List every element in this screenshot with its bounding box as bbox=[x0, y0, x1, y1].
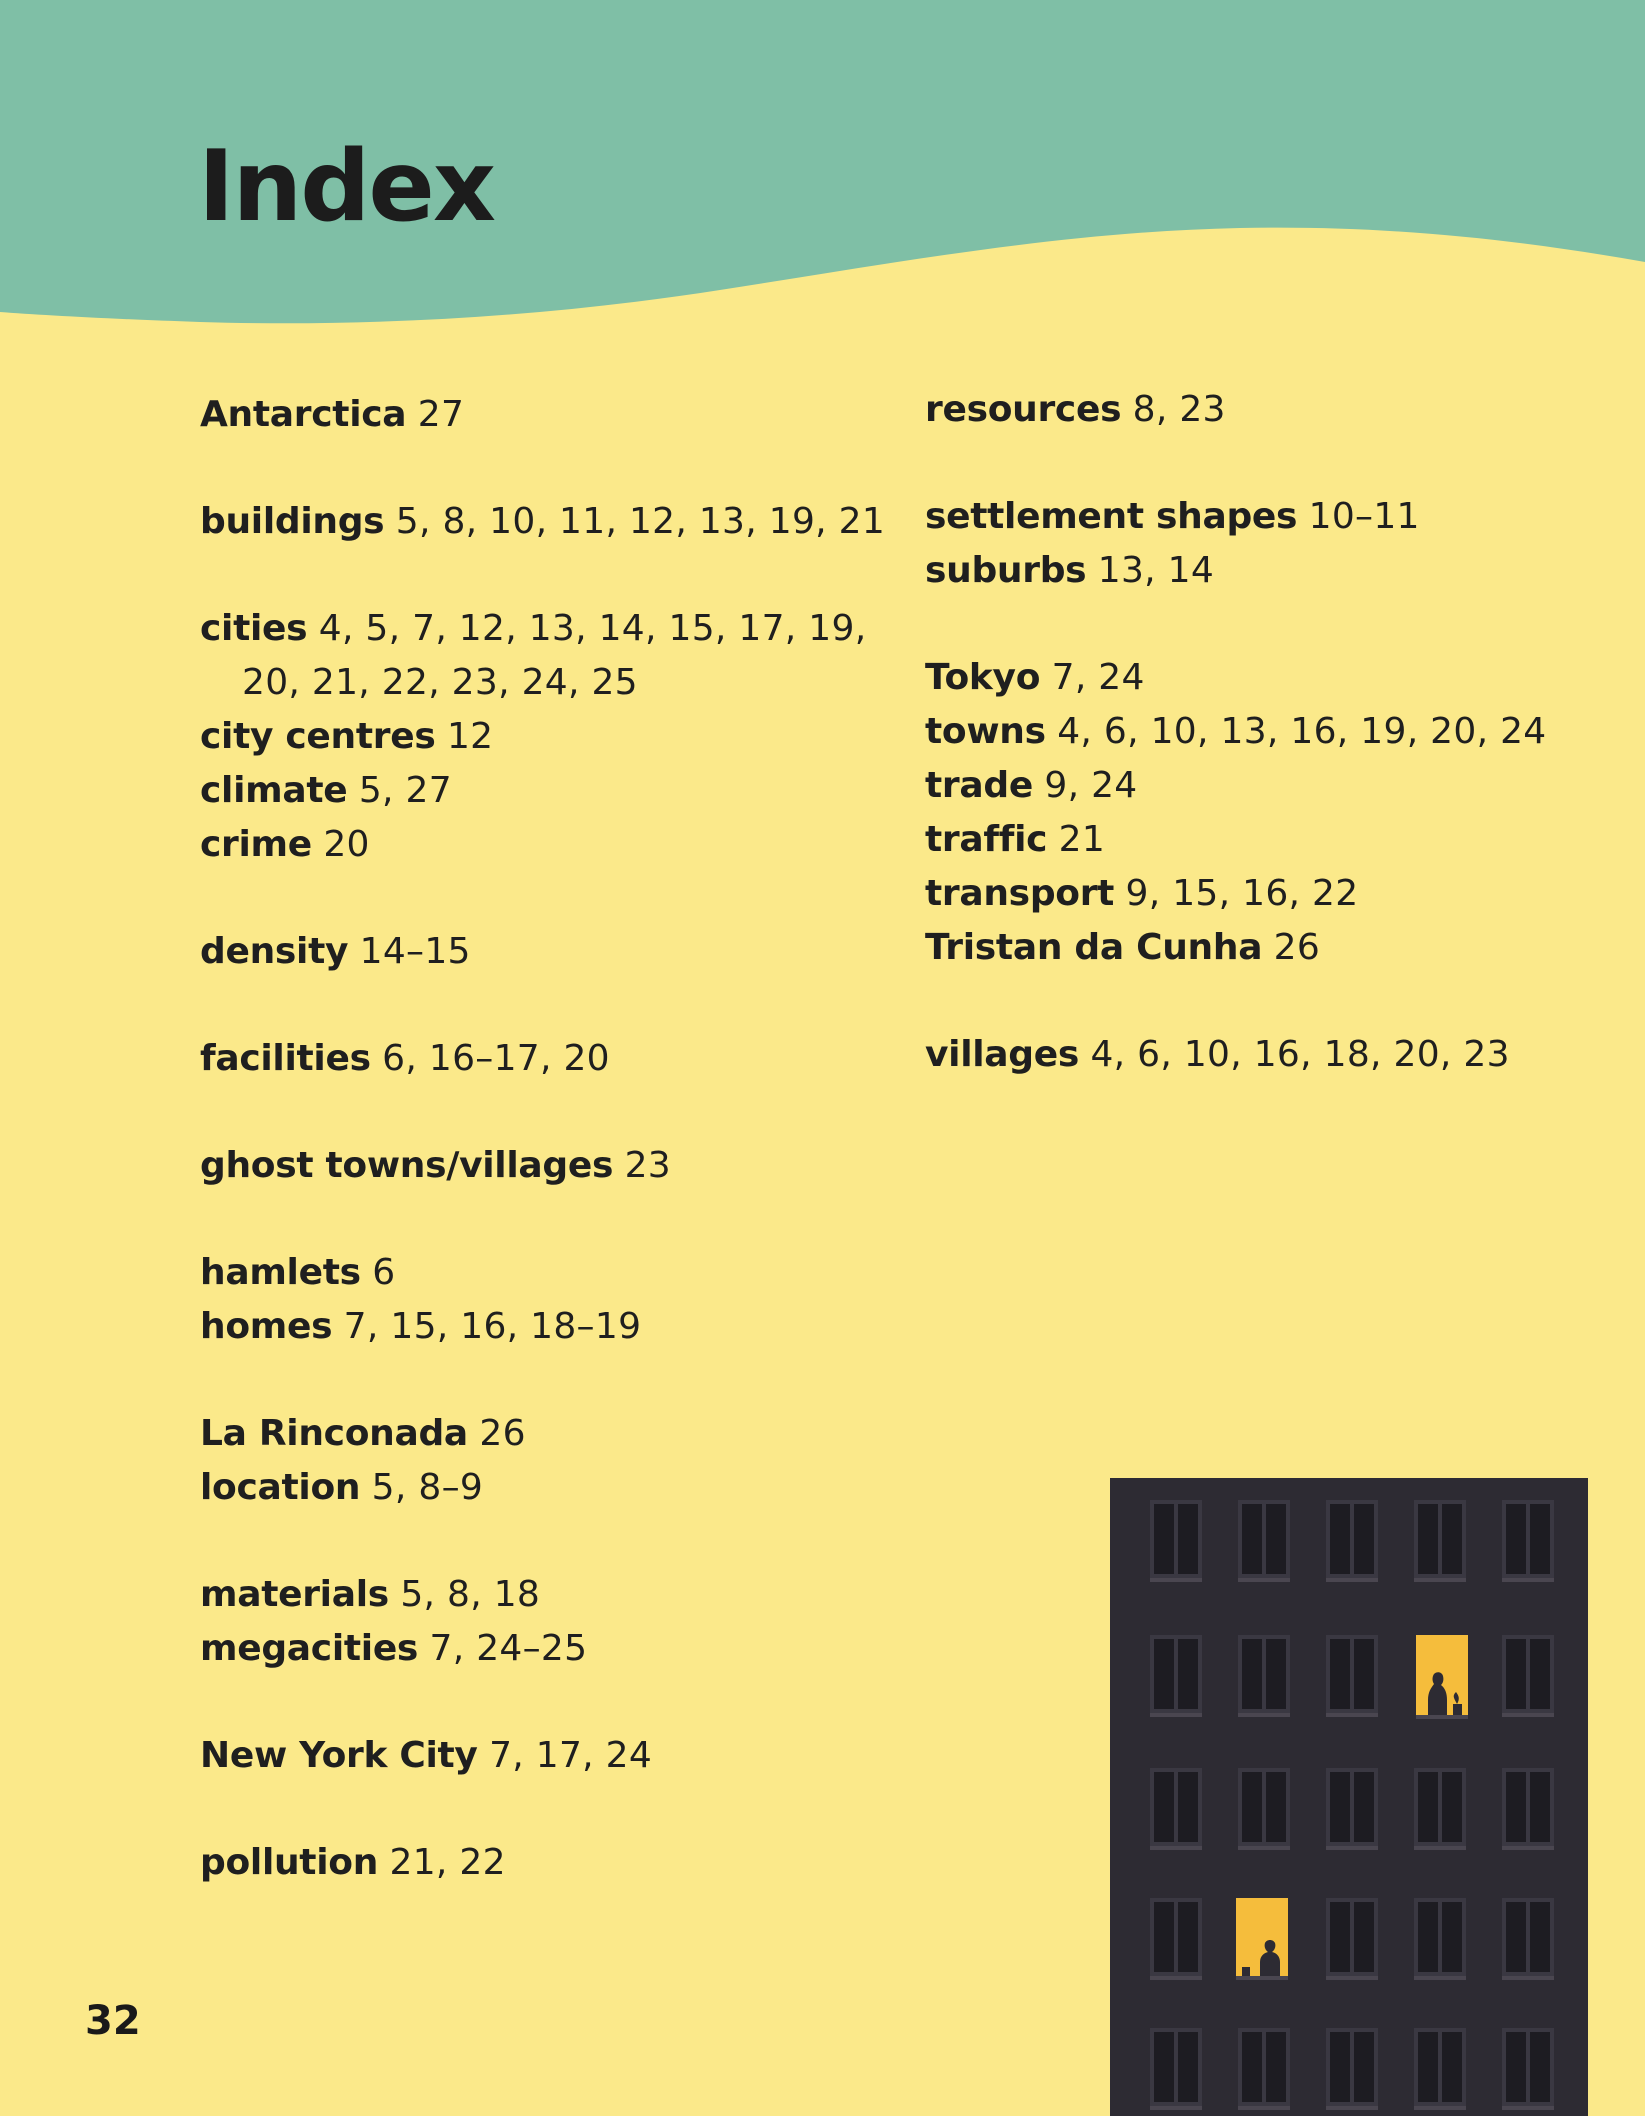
page-number: 32 bbox=[85, 1998, 141, 2044]
window-pane bbox=[1154, 1902, 1174, 1972]
window-pane bbox=[1530, 2032, 1550, 2102]
window-pane bbox=[1154, 1772, 1174, 1842]
index-pages: 4, 6, 10, 13, 16, 19, 20, 24 bbox=[1057, 711, 1547, 752]
index-pages: 12 bbox=[446, 716, 494, 757]
window-pane bbox=[1330, 2032, 1350, 2102]
index-entry bbox=[925, 813, 1565, 867]
index-term: cities bbox=[200, 608, 308, 649]
window-sill bbox=[1326, 1713, 1378, 1717]
index-pages: 7, 24–25 bbox=[429, 1628, 588, 1669]
index-term: suburbs bbox=[925, 550, 1087, 591]
index-pages: 9, 24 bbox=[1044, 765, 1138, 806]
index-entry bbox=[925, 867, 1565, 921]
index-entry bbox=[925, 490, 1565, 544]
window-pane bbox=[1530, 1504, 1550, 1574]
index-pages: 4, 6, 10, 16, 18, 20, 23 bbox=[1090, 1034, 1510, 1075]
window-sill bbox=[1414, 1976, 1466, 1980]
window-sill bbox=[1414, 1846, 1466, 1850]
index-entry bbox=[200, 764, 900, 818]
index-entry bbox=[200, 818, 900, 872]
index-term: homes bbox=[200, 1306, 333, 1347]
index-term: pollution bbox=[200, 1842, 379, 1883]
index-term: materials bbox=[200, 1574, 389, 1615]
window-pane bbox=[1178, 1772, 1198, 1842]
window-pane bbox=[1530, 1639, 1550, 1709]
index-entry bbox=[200, 602, 900, 710]
window-pane bbox=[1442, 2032, 1462, 2102]
window-pane bbox=[1178, 2032, 1198, 2102]
window-sill bbox=[1150, 1578, 1202, 1582]
index-entry bbox=[200, 1139, 900, 1193]
window-sill bbox=[1326, 2106, 1378, 2110]
index-pages: 6 bbox=[372, 1252, 396, 1293]
window-pane bbox=[1442, 1504, 1462, 1574]
index-term: location bbox=[200, 1467, 361, 1508]
window-pane bbox=[1330, 1772, 1350, 1842]
index-pages: 5, 8, 18 bbox=[400, 1574, 541, 1615]
window-pane bbox=[1418, 1504, 1438, 1574]
index-term: resources bbox=[925, 389, 1122, 430]
window-pane bbox=[1178, 1902, 1198, 1972]
window-sill bbox=[1502, 1976, 1554, 1980]
window-sill bbox=[1502, 1713, 1554, 1717]
window-sill bbox=[1502, 1578, 1554, 1582]
index-entry bbox=[200, 1300, 900, 1354]
window-sill bbox=[1414, 1578, 1466, 1582]
index-term: New York City bbox=[200, 1735, 478, 1776]
index-term: Antarctica bbox=[200, 394, 407, 435]
window-pane bbox=[1354, 1902, 1374, 1972]
window-pane bbox=[1418, 1902, 1438, 1972]
index-entry bbox=[925, 1028, 1565, 1082]
index-term: La Rinconada bbox=[200, 1413, 468, 1454]
index-pages: 7, 17, 24 bbox=[489, 1735, 653, 1776]
index-term: settlement shapes bbox=[925, 496, 1298, 537]
window-sill bbox=[1238, 1846, 1290, 1850]
window-pane bbox=[1330, 1902, 1350, 1972]
window-pane bbox=[1154, 1504, 1174, 1574]
index-term: villages bbox=[925, 1034, 1079, 1075]
index-term: ghost towns/villages bbox=[200, 1145, 614, 1186]
index-entry bbox=[200, 925, 900, 979]
window-pane bbox=[1242, 1772, 1262, 1842]
index-entry bbox=[925, 651, 1565, 705]
index-entry bbox=[925, 383, 1565, 437]
index-pages: 5, 8, 10, 11, 12, 13, 19, 21 bbox=[395, 501, 886, 542]
index-pages: 21 bbox=[1058, 819, 1106, 860]
index-entry bbox=[925, 705, 1565, 759]
index-entry bbox=[200, 1246, 900, 1300]
window-pane bbox=[1354, 1504, 1374, 1574]
index-pages: 14–15 bbox=[359, 931, 471, 972]
window-pane bbox=[1242, 2032, 1262, 2102]
index-pages: 13, 14 bbox=[1097, 550, 1215, 591]
index-pages: 10–11 bbox=[1308, 496, 1420, 537]
window-pane bbox=[1442, 1772, 1462, 1842]
index-pages: 5, 27 bbox=[358, 770, 452, 811]
index-term: transport bbox=[925, 873, 1115, 914]
index-pages: 23 bbox=[624, 1145, 671, 1186]
window-pane bbox=[1418, 2032, 1438, 2102]
window-pane bbox=[1506, 1902, 1526, 1972]
window-pane bbox=[1154, 1639, 1174, 1709]
window-pane bbox=[1506, 2032, 1526, 2102]
index-column-right bbox=[925, 383, 1565, 1082]
index-term: climate bbox=[200, 770, 348, 811]
index-term: density bbox=[200, 931, 349, 972]
window-pane bbox=[1418, 1772, 1438, 1842]
window-sill bbox=[1502, 2106, 1554, 2110]
index-entry bbox=[925, 544, 1565, 598]
index-pages: 20 bbox=[323, 824, 370, 865]
window-sill bbox=[1150, 1713, 1202, 1717]
window-pane bbox=[1330, 1504, 1350, 1574]
window-sill bbox=[1238, 2106, 1290, 2110]
index-entry bbox=[200, 495, 900, 549]
index-pages: 26 bbox=[479, 1413, 526, 1454]
window-pane bbox=[1242, 1504, 1262, 1574]
window-pane bbox=[1442, 1902, 1462, 1972]
index-entry bbox=[200, 1461, 900, 1515]
index-pages: 5, 8–9 bbox=[371, 1467, 484, 1508]
window-pane bbox=[1354, 2032, 1374, 2102]
index-pages: 7, 24 bbox=[1051, 657, 1145, 698]
index-entry bbox=[925, 921, 1565, 975]
index-pages: 4, 5, 7, 12, 13, 14, 15, 17, 19, 20, 21, 22, 23, 24, 25 bbox=[242, 608, 867, 703]
window-pane bbox=[1330, 1639, 1350, 1709]
index-term: megacities bbox=[200, 1628, 419, 1669]
index-entry bbox=[200, 1729, 900, 1783]
window-sill bbox=[1502, 1846, 1554, 1850]
window-pane bbox=[1506, 1639, 1526, 1709]
window-sill bbox=[1326, 1578, 1378, 1582]
index-term: crime bbox=[200, 824, 312, 865]
window-pane bbox=[1266, 1772, 1286, 1842]
window-pane bbox=[1178, 1639, 1198, 1709]
index-entry bbox=[200, 1032, 900, 1086]
index-pages: 27 bbox=[417, 394, 465, 435]
window-pane bbox=[1266, 1639, 1286, 1709]
index-column-left bbox=[200, 388, 900, 1890]
window-pane bbox=[1530, 1902, 1550, 1972]
window-pane bbox=[1506, 1504, 1526, 1574]
index-entry bbox=[200, 1407, 900, 1461]
window-pane bbox=[1266, 1504, 1286, 1574]
lit-window-with-figure bbox=[1416, 1635, 1468, 1719]
window-sill bbox=[1326, 1976, 1378, 1980]
index-entry bbox=[200, 710, 900, 764]
index-term: trade bbox=[925, 765, 1033, 806]
window-pane bbox=[1154, 2032, 1174, 2102]
building-illustration bbox=[1110, 1478, 1588, 2116]
window-pane bbox=[1354, 1772, 1374, 1842]
index-term: hamlets bbox=[200, 1252, 361, 1293]
index-pages: 26 bbox=[1273, 927, 1321, 968]
index-entry bbox=[200, 1836, 900, 1890]
index-term: Tokyo bbox=[925, 657, 1041, 698]
window-sill bbox=[1150, 1846, 1202, 1850]
index-pages: 8, 23 bbox=[1132, 389, 1226, 430]
index-term: towns bbox=[925, 711, 1046, 752]
page-title: Index bbox=[198, 130, 495, 244]
window-sill bbox=[1238, 1578, 1290, 1582]
window-sill bbox=[1150, 2106, 1202, 2110]
index-pages: 21, 22 bbox=[389, 1842, 506, 1883]
index-pages: 6, 16–17, 20 bbox=[382, 1038, 610, 1079]
window-pane bbox=[1242, 1639, 1262, 1709]
window-sill bbox=[1326, 1846, 1378, 1850]
window-pane bbox=[1266, 2032, 1286, 2102]
index-pages: 7, 15, 16, 18–19 bbox=[343, 1306, 642, 1347]
index-entry bbox=[200, 1568, 900, 1622]
index-term: facilities bbox=[200, 1038, 371, 1079]
index-entry bbox=[200, 1622, 900, 1676]
window-sill bbox=[1238, 1713, 1290, 1717]
index-entry bbox=[200, 388, 900, 442]
window-pane bbox=[1178, 1504, 1198, 1574]
index-term: buildings bbox=[200, 501, 385, 542]
index-entry bbox=[925, 759, 1565, 813]
lit-window-with-person bbox=[1236, 1898, 1288, 1980]
window-sill bbox=[1150, 1976, 1202, 1980]
window-pane bbox=[1530, 1772, 1550, 1842]
index-pages: 9, 15, 16, 22 bbox=[1125, 873, 1359, 914]
window-sill bbox=[1414, 2106, 1466, 2110]
index-term: traffic bbox=[925, 819, 1048, 860]
window-pane bbox=[1354, 1639, 1374, 1709]
index-term: Tristan da Cunha bbox=[925, 927, 1263, 968]
index-term: city centres bbox=[200, 716, 436, 757]
window-pane bbox=[1506, 1772, 1526, 1842]
